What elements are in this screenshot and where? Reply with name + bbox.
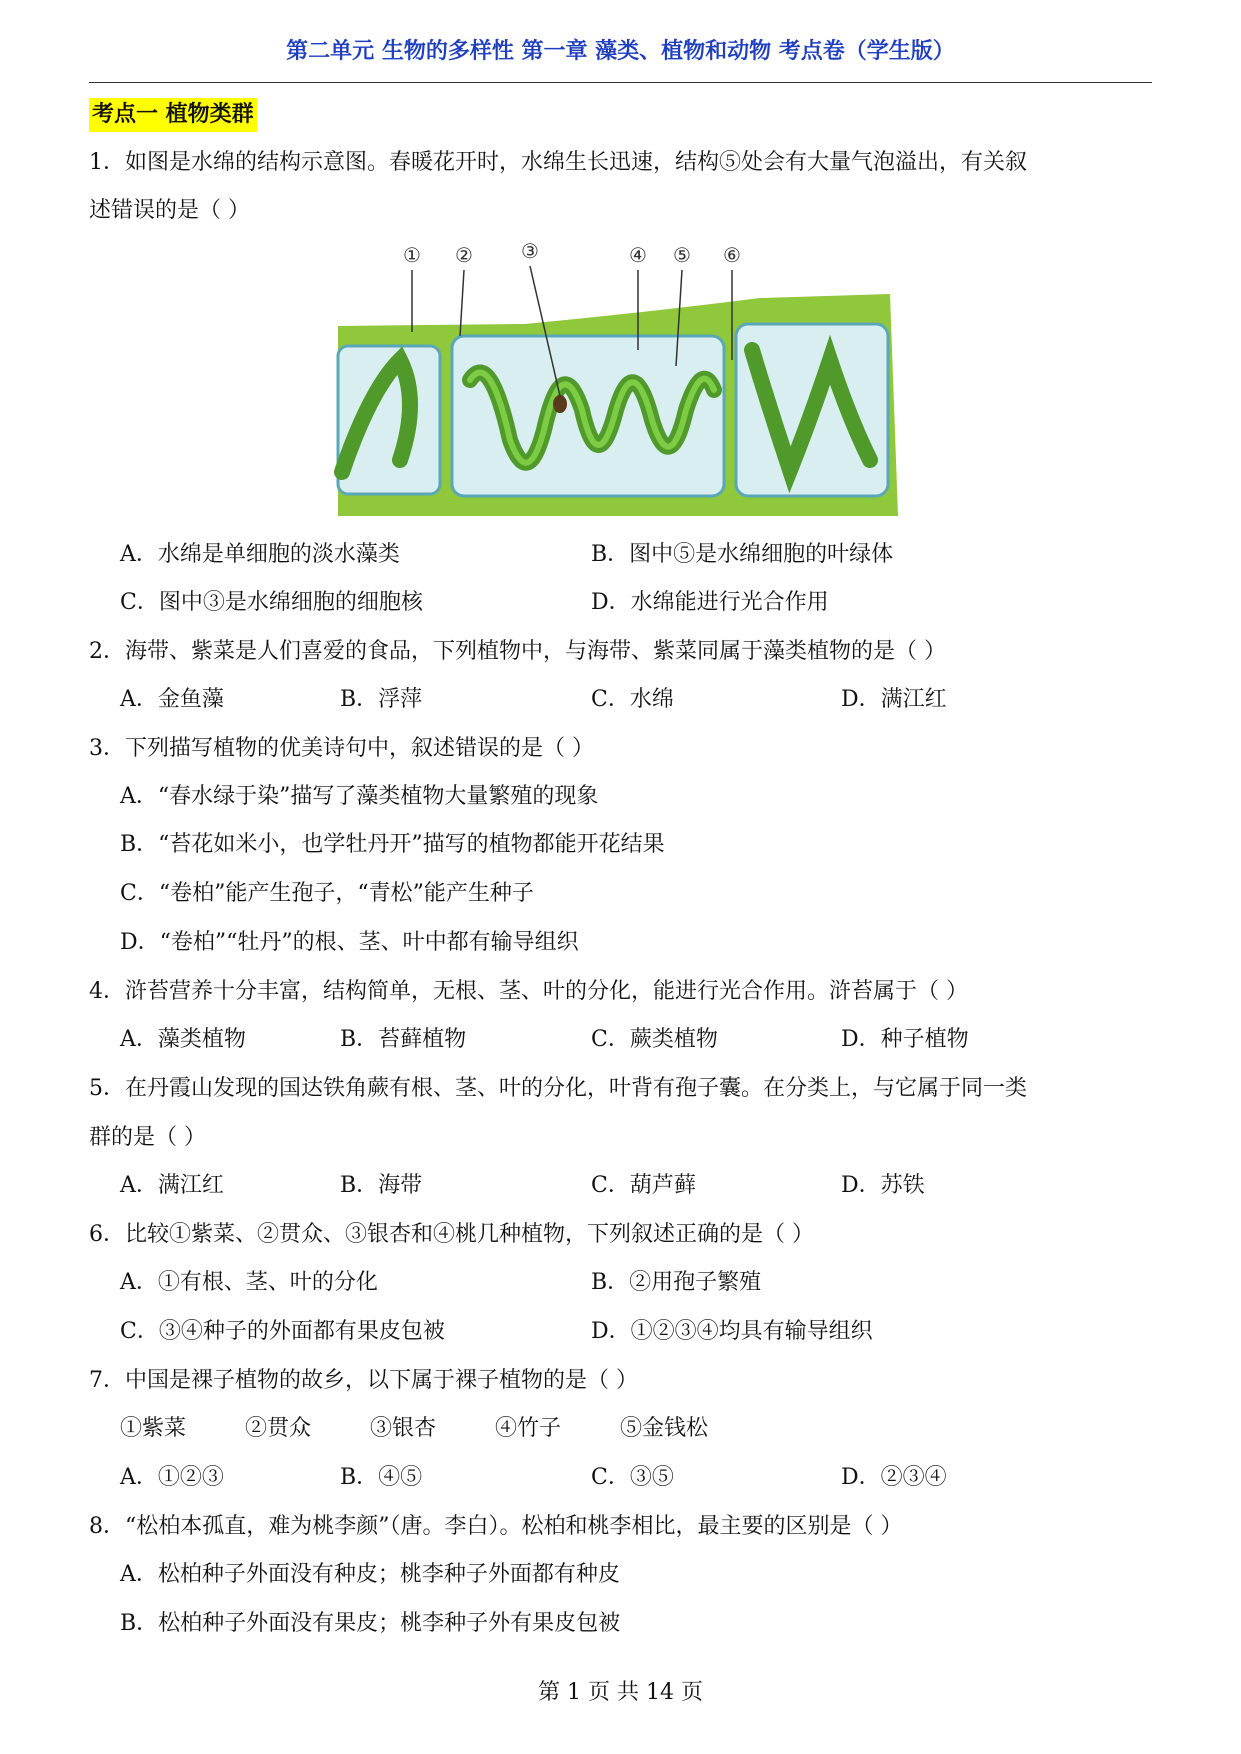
q4-option-c: C．蕨类植物	[591, 1027, 718, 1052]
q2-option-a: A．金鱼藻	[120, 687, 224, 712]
q7-item-5: ⑤金钱松	[620, 1416, 709, 1441]
label-4: ④	[629, 243, 647, 267]
q2-option-c: C．水绵	[591, 687, 674, 712]
q4-option-d: D．种子植物	[841, 1027, 969, 1052]
q7-option-d: D．②③④	[841, 1465, 947, 1490]
label-6: ⑥	[723, 243, 741, 267]
q1-option-d: D．水绵能进行光合作用	[591, 590, 829, 615]
question-7-text: 7．中国是裸子植物的故乡，以下属于裸子植物的是（ ）	[89, 1368, 638, 1393]
q4-option-b: B．苔藓植物	[340, 1027, 467, 1052]
label-3: ③	[521, 240, 539, 263]
q4-option-a: A．藻类植物	[120, 1027, 246, 1052]
q1-option-b: B．图中⑤是水绵细胞的叶绿体	[591, 542, 894, 567]
question-8-text: 8．“松柏本孤直，难为桃李颜”（唐。李白）。松柏和桃李相比，最主要的区别是（ ）	[89, 1514, 903, 1539]
label-1: ①	[403, 243, 421, 267]
q5-option-c: C．葫芦藓	[591, 1173, 696, 1198]
q1-option-c: C．图中③是水绵细胞的细胞核	[120, 590, 423, 615]
q8-option-b: B．松柏种子外面没有果皮；桃李种子外有果皮包被	[120, 1611, 621, 1636]
q6-option-a: A．①有根、茎、叶的分化	[120, 1270, 378, 1295]
q2-option-d: D．满江红	[841, 687, 947, 712]
question-1-text-cont: 述错误的是（ ）	[89, 198, 250, 223]
q7-option-c: C．③⑤	[591, 1465, 674, 1490]
q3-option-d: D．“卷柏”“牡丹”的根、茎、叶中都有输导组织	[120, 930, 579, 955]
label-5: ⑤	[673, 243, 691, 267]
q7-option-b: B．④⑤	[340, 1465, 423, 1490]
q3-option-a: A．“春水绿于染”描写了藻类植物大量繁殖的现象	[120, 784, 599, 809]
page-header: 第二单元 生物的多样性 第一章 藻类、植物和动物 考点卷（学生版）	[286, 39, 955, 64]
q8-option-a: A．松柏种子外面没有种皮；桃李种子外面都有种皮	[120, 1562, 620, 1587]
q5-option-b: B．海带	[340, 1173, 423, 1198]
q6-option-c: C．③④种子的外面都有果皮包被	[120, 1319, 445, 1344]
q3-option-b: B．“苔花如米小，也学牡丹开”描写的植物都能开花结果	[120, 832, 665, 857]
q7-item-3: ③银杏	[370, 1416, 437, 1441]
q7-item-1: ①紫菜	[120, 1416, 187, 1441]
spirogyra-diagram	[330, 240, 910, 520]
label-2: ②	[455, 243, 473, 267]
q2-option-b: B．浮萍	[340, 687, 423, 712]
q7-option-a: A．①②③	[120, 1465, 224, 1490]
question-5-text: 5．在丹霞山发现的国达铁角蕨有根、茎、叶的分化，叶背有孢子囊。在分类上，与它属于同一类	[89, 1076, 1028, 1101]
question-1-text: 1．如图是水绵的结构示意图。春暖花开时，水绵生长迅速，结构⑤处会有大量气泡溢出，有关叙	[89, 150, 1028, 175]
q1-option-a: A．水绵是单细胞的淡水藻类	[120, 542, 400, 567]
q5-option-a: A．满江红	[120, 1173, 224, 1198]
header-divider	[89, 82, 1152, 83]
q6-option-b: B．②用孢子繁殖	[591, 1270, 762, 1295]
question-3-text: 3．下列描写植物的优美诗句中，叙述错误的是（ ）	[89, 736, 594, 761]
question-6-text: 6．比较①紫菜、②贯众、③银杏和④桃几种植物，下列叙述正确的是（ ）	[89, 1222, 814, 1247]
page-footer: 第 1 页 共 14 页	[538, 1680, 703, 1705]
section-title: 考点一 植物类群	[89, 98, 257, 132]
q7-item-4: ④竹子	[495, 1416, 562, 1441]
question-5-text-cont: 群的是（ ）	[89, 1125, 206, 1150]
q7-item-2: ②贯众	[245, 1416, 312, 1441]
q6-option-d: D．①②③④均具有输导组织	[591, 1319, 873, 1344]
q5-option-d: D．苏铁	[841, 1173, 925, 1198]
q3-option-c: C．“卷柏”能产生孢子，“青松”能产生种子	[120, 881, 534, 906]
question-4-text: 4．浒苔营养十分丰富，结构简单，无根、茎、叶的分化，能进行光合作用。浒苔属于（ ）	[89, 979, 968, 1004]
question-2-text: 2．海带、紫菜是人们喜爱的食品，下列植物中，与海带、紫菜同属于藻类植物的是（ ）	[89, 639, 946, 664]
